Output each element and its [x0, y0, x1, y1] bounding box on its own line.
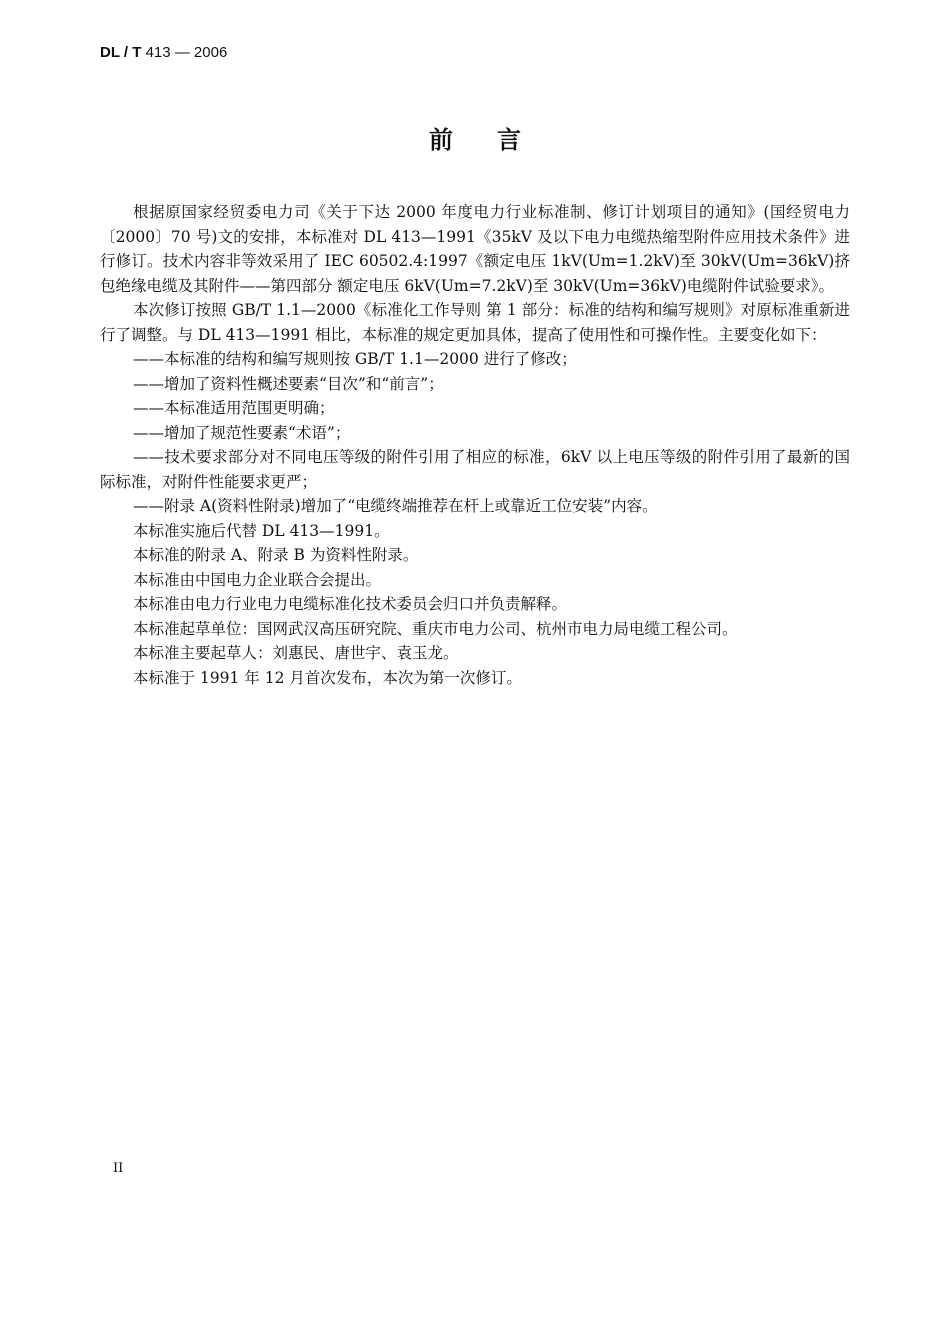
paragraph: 本标准于 1991 年 12 月首次发布，本次为第一次修订。 [133, 668, 522, 687]
list-item: ——附录 A(资料性附录)增加了“电缆终端推荐在杆上或靠近工位安装”内容。 [133, 497, 658, 515]
list-item: ——本标准适用范围更明确； [133, 399, 335, 417]
paragraph: 本次修订按照 GB/T 1.1—2000《标准化工作导则 第 1 部分：标准的结构和编写规则》对原标准重新进行了调整。与 DL 413—1991 相比，本标准的规定更加具体，提高了使用性和可操作性。主要变化如下： [100, 301, 850, 344]
paragraph: 本标准由中国电力企业联合会提出。 [133, 570, 382, 589]
paragraph: 本标准起草单位：国网武汉高压研究院、重庆市电力公司、杭州市电力局电缆工程公司。 [133, 619, 738, 638]
paragraph: 本标准实施后代替 DL 413—1991。 [133, 521, 390, 540]
list-item: ——增加了规范性要素“术语”； [133, 423, 351, 442]
standard-number: 413 — 2006 [145, 44, 228, 61]
list-item: ——本标准的结构和编写规则按 GB/T 1.1—2000 进行了修改； [133, 350, 577, 368]
paragraph: 根据原国家经贸委电力司《关于下达 2000 年度电力行业标准制、修订计划项目的通知》(国经贸电力〔2000〕70 号)文的安排，本标准对 DL 413—1991《35kV 及以下电力电缆热缩型附件应用技术条件》进行修订。技术内容非等效采用了 IEC 60502.4:1997《额定电压 1kV(Um=1.2kV)至 30kV(Um=36kV)挤包绝缘电缆及其附件——第四部分 额定电压 6kV(Um=7.2kV)至 30kV(Um=36kV)电缆附件试验要求》。 [100, 203, 850, 295]
foreword-body [100, 200, 850, 690]
document-header [100, 44, 227, 61]
list-item: ——技术要求部分对不同电压等级的附件引用了相应的标准，6kV 以上电压等级的附件引用了最新的国际标准，对附件性能要求更严； [100, 448, 850, 491]
standard-prefix: DL / T [100, 44, 142, 61]
list-item: ——增加了资料性概述要素“目次”和“前言”； [133, 374, 444, 393]
paragraph: 本标准的附录 A、附录 B 为资料性附录。 [133, 546, 419, 564]
page-title: 前言 [429, 126, 565, 154]
page-number: II [113, 1161, 124, 1176]
paragraph: 本标准由电力行业电力电缆标准化技术委员会归口并负责解释。 [133, 595, 568, 613]
paragraph: 本标准主要起草人：刘惠民、唐世宇、袁玉龙。 [133, 644, 459, 662]
